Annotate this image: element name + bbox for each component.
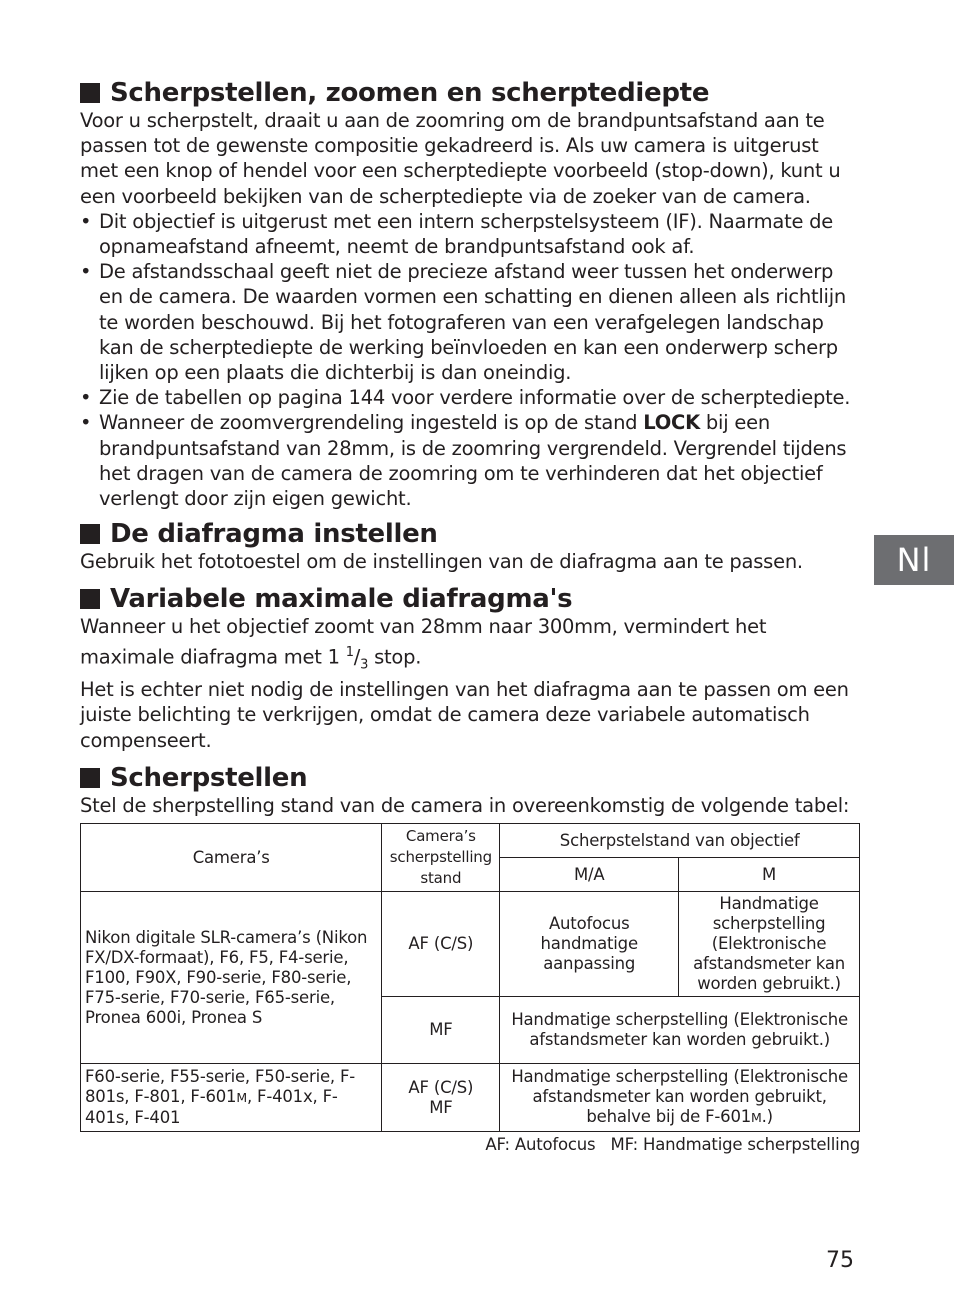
list-item: • Dit objectief is uitgerust met een intern scherpstelsysteem (IF). Naarmate de opnameafstand afneemt, neemt de brandpuntsafstand ook af. <box>80 209 860 259</box>
heading-text: Scherpstellen <box>110 762 308 793</box>
table-cell-cameras: Nikon digitale SLR-camera’s (Nikon FX/DX-formaat), F6, F5, F4-serie, F100, F90X, F90-serie, F80-serie, F75-serie, F70-serie, F65-serie, Pronea 600i, Pronea S <box>81 892 382 1064</box>
section-heading <box>80 519 860 549</box>
page-content <box>80 78 860 1154</box>
lock-label: LOCK <box>643 411 700 435</box>
list-item: • Zie de tabellen op pagina 144 voor verdere informatie over de scherptediepte. <box>80 385 860 410</box>
section-heading <box>80 78 860 108</box>
table-cell-mode: AF (C/S) <box>382 892 500 997</box>
section-heading <box>80 584 860 614</box>
list-item: • Wanneer de zoomvergrendeling ingesteld is op de stand LOCK bij een brandpuntsafstand van 28mm, is de zoomring vergrendeld. Vergrendel tijdens het dragen van de camera de zoomring om te verhinderen dat het objectief verlengt door zijn eigen gewicht. <box>80 410 860 511</box>
paragraph: Voor u scherpstelt, draait u aan de zoomring om de brandpuntsafstand aan te passen tot de gewenste compositie gekadreerd is. Als uw camera is uitgerust met een knop of hendel voor een scherptediepte voorbeeld (stop-down), kunt u een voorbeeld bekijken van de scherptediepte via de zoeker van de camera. <box>80 109 841 208</box>
language-tab: Nl <box>874 535 954 585</box>
paragraph: Gebruik het fototoestel om de instellingen van de diafragma aan te passen. <box>80 550 803 574</box>
header-ma: M/A <box>500 858 679 892</box>
section-heading <box>80 763 860 793</box>
heading-text: Variabele maximale diafragma's <box>110 584 573 615</box>
square-bullet-icon <box>80 589 100 609</box>
heading-text: De diafragma instellen <box>110 519 438 550</box>
square-bullet-icon <box>80 524 100 544</box>
square-bullet-icon <box>80 83 100 103</box>
bullet-list <box>80 209 860 511</box>
list-item: • De afstandsschaal geeft niet de precieze afstand weer tussen het onderwerp en de camera. De waarden vormen een schatting en dienen alleen als richtlijn te worden beschouwd. Bij het fotograferen van een verafgelegen landschap kan de scherptediepte de werking beïnvloeden en kan een onderwerp scherp lijken op een plaats die dichterbij is dan oneindig. <box>80 259 860 385</box>
table-cell-m: Handmatige scherpstelling (Elektronische afstandsmeter kan worden gebruikt.) <box>679 892 860 997</box>
paragraph: Het is echter niet nodig de instellingen van het diafragma aan te passen om een juiste belichting te verkrijgen, omdat de camera deze variabele automatisch compenseert. <box>80 678 849 752</box>
header-m: M <box>679 858 860 892</box>
table-cell-ma: Autofocus handmatige aanpassing <box>500 892 679 997</box>
page-number: 75 <box>826 1248 854 1273</box>
table-legend: AF: Autofocus MF: Handmatige scherpstelling <box>485 1135 860 1155</box>
square-bullet-icon <box>80 768 100 788</box>
table-cell-lens: Handmatige scherpstelling (Elektronische afstandsmeter kan worden gebruikt, behalve bij de F-601M.) <box>500 1064 860 1132</box>
header-lens-focus-mode: Scherpstelstand van objectief <box>500 824 860 858</box>
header-camera: Camera’s <box>81 824 382 892</box>
table-cell-lens: Handmatige scherpstelling (Elektronische afstandsmeter kan worden gebruikt.) <box>500 997 860 1064</box>
paragraph: Wanneer u het objectief zoomt van 28mm naar 300mm, vermindert het maximale diafragma met 1 $^1/_3$ stop. <box>80 615 767 673</box>
table-cell-mode: AF (C/S) MF <box>382 1064 500 1132</box>
focus-mode-table <box>80 823 860 1132</box>
heading-text: Scherpstellen, zoomen en scherptediepte <box>110 78 710 108</box>
paragraph: Stel de sherpstelling stand van de camera in overeenkomstig de volgende tabel: <box>80 793 850 817</box>
header-camera-focus-mode: Camera’s scherpstelling stand <box>382 824 500 892</box>
table-cell-cameras: F60-serie, F55-serie, F50-serie, F-801s, F-801, F-601M, F-401x, F-401s, F-401 <box>81 1064 382 1132</box>
table-cell-mode: MF <box>382 997 500 1064</box>
